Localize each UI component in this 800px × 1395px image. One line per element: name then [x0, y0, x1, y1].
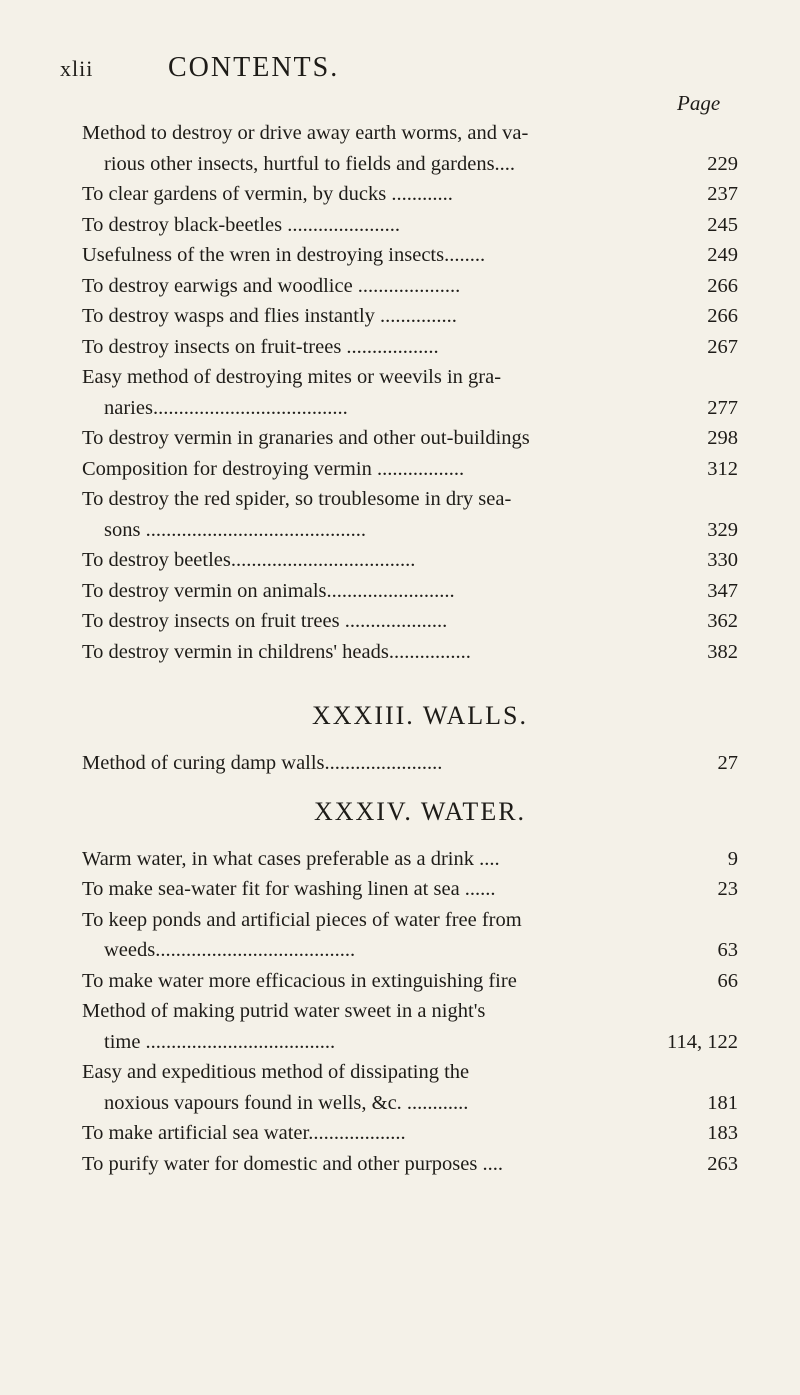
entry-text-line: Method of curing damp walls....................... — [82, 752, 443, 774]
entry-text-line: rious other insects, hurtful to fields and gardens.... — [104, 152, 516, 175]
entry-page-number: 249 — [707, 244, 738, 266]
entry-page-number: 277 — [707, 396, 738, 419]
entry-page-number: 181 — [707, 1091, 738, 1114]
entry-text-line: To keep ponds and artificial pieces of water free from — [82, 908, 522, 931]
entry-text-line: Composition for destroying vermin ................. — [82, 457, 465, 480]
toc-entry — [82, 179, 738, 210]
entry-page-number: 329 — [707, 518, 738, 541]
entry-text-line: To purify water for domestic and other purposes .... — [82, 1152, 503, 1175]
entry-page-number: 266 — [707, 305, 738, 327]
toc-entry — [82, 362, 738, 423]
entry-text-line: To destroy insects on fruit-trees .................. — [82, 335, 439, 358]
entry-text-line: noxious vapours found in wells, &c. ............ — [104, 1091, 469, 1114]
toc-entry — [82, 240, 738, 271]
toc-entry — [82, 874, 738, 905]
entry-text-line: Usefulness of the wren in destroying insects........ — [82, 244, 486, 266]
entry-page-number: 263 — [707, 1152, 738, 1175]
entry-page-number: 267 — [707, 335, 738, 358]
page-folio: xlii — [60, 56, 94, 81]
toc-entry — [82, 454, 738, 485]
entry-text-line: To destroy earwigs and woodlice .................... — [82, 274, 461, 297]
toc-entry — [82, 1118, 738, 1149]
entry-group-walls — [82, 748, 738, 779]
entry-text-line: naries...................................... — [104, 396, 348, 419]
section-heading-water: XXXIV. WATER. — [313, 796, 527, 826]
page-column-label: Page — [677, 91, 721, 115]
toc-entry — [82, 576, 738, 607]
entry-page-number: 66 — [717, 969, 738, 992]
entry-page-number: 347 — [707, 579, 738, 602]
entry-text-line: To make water more efficacious in extinguishing fire — [82, 969, 517, 992]
toc-entry — [82, 606, 738, 637]
entry-page-number: 9 — [727, 847, 738, 870]
entry-text-line: Method of making putrid water sweet in a night's — [82, 1000, 486, 1022]
toc-entry — [82, 484, 738, 545]
entry-text-line: weeds....................................... — [104, 939, 356, 961]
toc-entry — [82, 637, 738, 668]
entry-text-line: To destroy beetles.................................... — [82, 549, 416, 571]
entry-text-line: Warm water, in what cases preferable as a drink .... — [82, 847, 500, 870]
entry-page-number: 229 — [707, 152, 738, 175]
contents-list — [82, 118, 738, 1179]
entry-text-line: Easy method of destroying mites or weevils in gra- — [82, 366, 502, 388]
running-head — [60, 52, 660, 86]
entry-page-number: 114, 122 — [667, 1030, 738, 1053]
toc-entry — [82, 966, 738, 997]
entry-page-number: 63 — [717, 939, 738, 961]
toc-entry — [82, 301, 738, 332]
entry-text-line: time ..................................... — [104, 1030, 336, 1053]
toc-entry — [82, 996, 738, 1057]
entry-page-number: 245 — [707, 213, 738, 236]
entry-text-line: To destroy wasps and flies instantly ............... — [82, 305, 457, 327]
toc-entry — [82, 844, 738, 875]
entry-group-water — [82, 844, 738, 1180]
entry-text-line: Easy and expeditious method of dissipating the — [82, 1061, 470, 1083]
entry-page-number: 312 — [707, 457, 738, 480]
toc-entry — [82, 210, 738, 241]
entry-text-line: To destroy vermin on animals......................... — [82, 579, 455, 602]
entry-text-line: To destroy insects on fruit trees .................... — [82, 610, 448, 632]
toc-entry — [82, 748, 738, 779]
toc-entry — [82, 118, 738, 179]
entry-text-line: To destroy black-beetles ...................... — [82, 213, 400, 236]
section-heading-walls: XXXIII. WALLS. — [312, 701, 528, 730]
entry-page-number: 330 — [707, 549, 738, 571]
toc-entry — [82, 545, 738, 576]
entry-text-line: To destroy vermin in granaries and other out-buildings — [82, 427, 530, 449]
toc-entry — [82, 1057, 738, 1118]
entry-text-line: To destroy vermin in childrens' heads................ — [82, 640, 471, 663]
entry-page-number: 382 — [707, 640, 738, 663]
entry-text-line: sons ........................................... — [104, 518, 366, 541]
toc-entry — [82, 271, 738, 302]
entry-page-number: 298 — [707, 427, 738, 449]
entry-text-line: To make sea-water fit for washing linen at sea ...... — [82, 878, 496, 900]
entry-text-line: Method to destroy or drive away earth worms, and va- — [82, 122, 529, 144]
toc-entry — [82, 905, 738, 966]
entry-page-number: 362 — [707, 610, 738, 632]
toc-entry — [82, 423, 738, 454]
entry-group-vermin — [82, 118, 738, 667]
entry-page-number: 183 — [707, 1122, 738, 1144]
entry-page-number: 27 — [717, 752, 738, 774]
entry-page-number: 237 — [707, 183, 738, 205]
entry-page-number: 23 — [717, 878, 738, 900]
entry-text-line: To make artificial sea water................... — [82, 1122, 406, 1144]
toc-entry — [82, 1149, 738, 1180]
entry-page-number: 266 — [707, 274, 738, 297]
entry-text-line: To destroy the red spider, so troublesome in dry sea- — [82, 488, 512, 510]
toc-entry — [82, 332, 738, 363]
entry-text-line: To clear gardens of vermin, by ducks ............ — [82, 183, 453, 205]
page-title: CONTENTS. — [168, 52, 340, 83]
